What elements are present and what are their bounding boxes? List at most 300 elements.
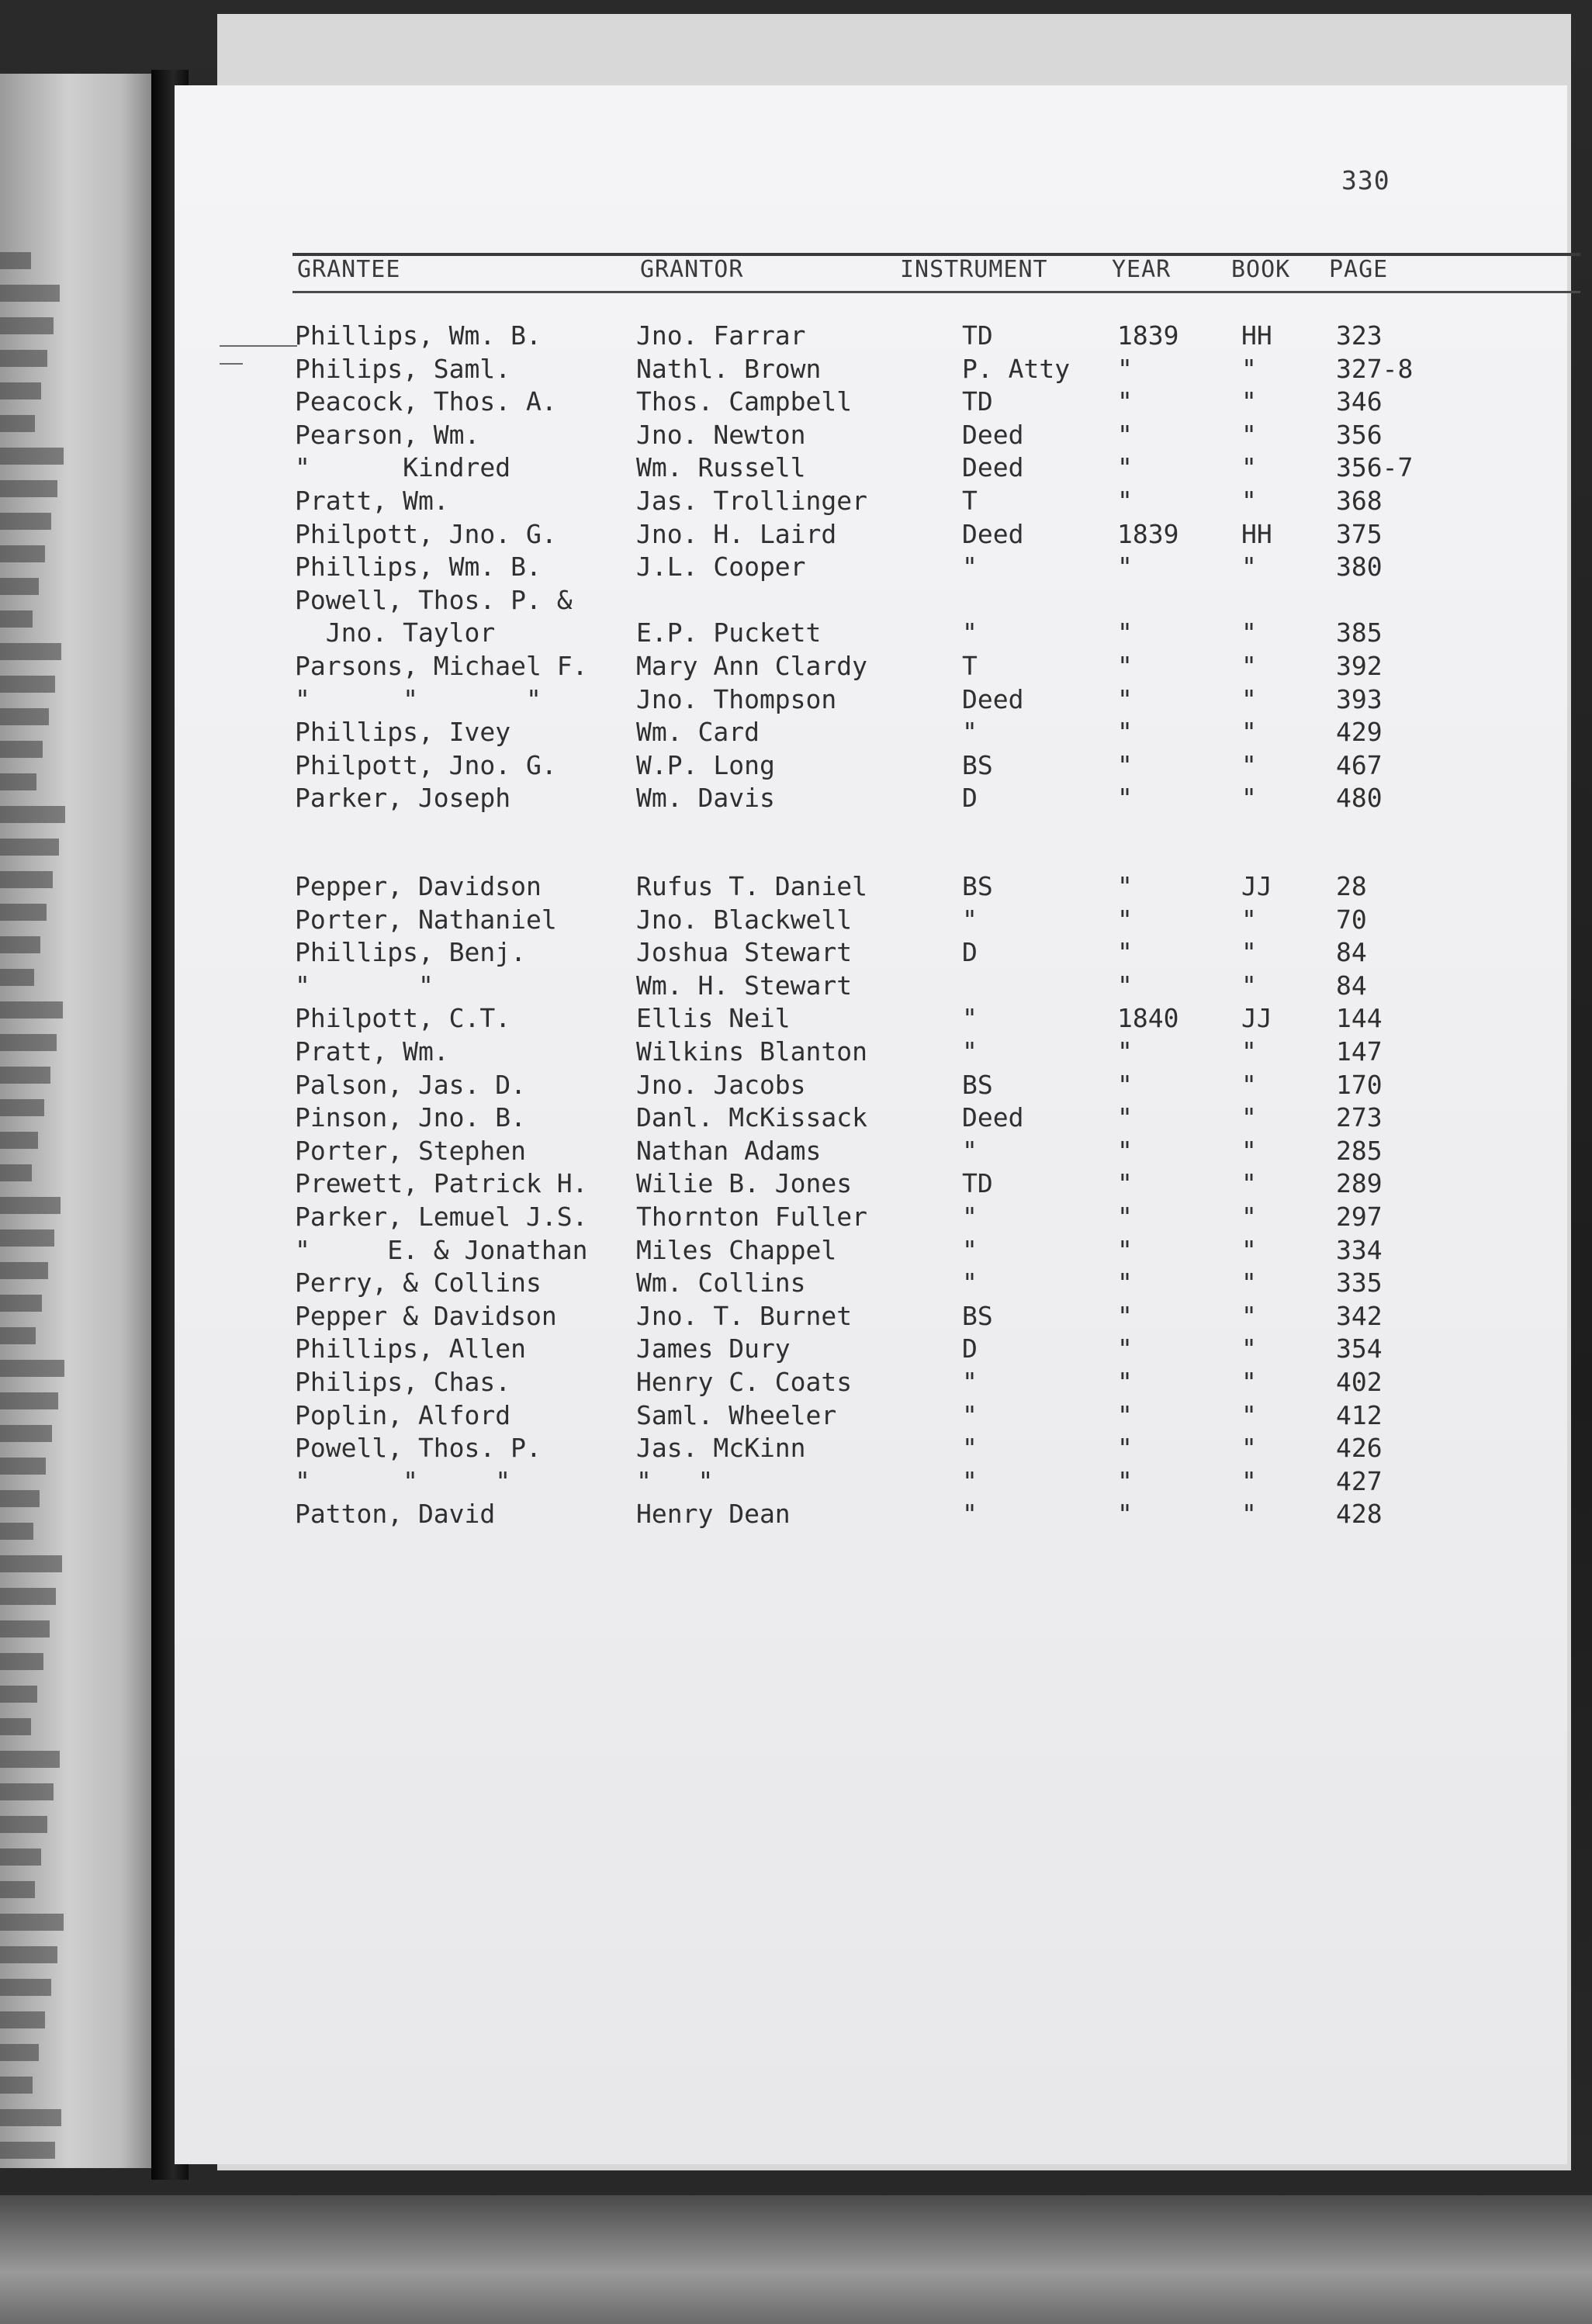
cell-book: " bbox=[1241, 1267, 1257, 1299]
table-row bbox=[175, 1101, 1567, 1134]
cell-grantor: Joshua Stewart bbox=[636, 937, 853, 968]
cell-grantee: Phillips, Benj. bbox=[295, 937, 527, 968]
facing-page-text-fragment bbox=[0, 643, 61, 660]
cell-page: 368 bbox=[1336, 486, 1383, 516]
cell-year: " bbox=[1117, 1333, 1133, 1364]
cell-grantee: Pepper, Davidson bbox=[295, 871, 542, 901]
cell-instrument: BS bbox=[962, 871, 993, 901]
table-row bbox=[175, 1432, 1567, 1465]
cell-instrument: BS bbox=[962, 1300, 993, 1331]
cell-instrument: Deed bbox=[962, 419, 1024, 450]
cell-grantee: " " " bbox=[295, 1465, 511, 1496]
header-book: BOOK bbox=[1231, 256, 1291, 283]
cell-book: JJ bbox=[1241, 871, 1272, 901]
cell-instrument: " bbox=[962, 1267, 978, 1299]
cell-grantor: Miles Chappel bbox=[636, 1234, 837, 1265]
facing-page-text-fragment bbox=[0, 610, 33, 628]
cell-page: 356 bbox=[1336, 419, 1383, 450]
cell-instrument: Deed bbox=[962, 518, 1024, 549]
facing-page-text-fragment bbox=[0, 1523, 33, 1540]
table-row bbox=[175, 1300, 1567, 1333]
cell-year: " bbox=[1117, 1234, 1133, 1265]
cell-grantee: Pratt, Wm. bbox=[295, 1036, 449, 1067]
cell-instrument: " bbox=[962, 1367, 978, 1397]
table-row bbox=[175, 551, 1567, 583]
table-row bbox=[175, 617, 1567, 649]
facing-page-text-fragment bbox=[0, 448, 64, 465]
cell-grantor: Mary Ann Clardy bbox=[636, 651, 868, 681]
table-row bbox=[175, 451, 1567, 484]
facing-page-text-fragment bbox=[0, 1490, 40, 1507]
cell-year: " bbox=[1117, 1168, 1133, 1199]
cell-book: " bbox=[1241, 1234, 1257, 1265]
cell-page: 429 bbox=[1336, 717, 1383, 748]
facing-page-text-fragment bbox=[0, 1848, 41, 1866]
cell-book: " bbox=[1241, 1399, 1257, 1430]
cell-instrument: TD bbox=[962, 1168, 993, 1199]
cell-page: 297 bbox=[1336, 1202, 1383, 1232]
cell-book: HH bbox=[1241, 518, 1272, 549]
facing-page-text-fragment bbox=[0, 1001, 63, 1018]
table-row bbox=[175, 904, 1567, 936]
cell-year: " bbox=[1117, 1069, 1133, 1100]
cell-instrument: " bbox=[962, 717, 978, 748]
cell-page: 273 bbox=[1336, 1102, 1383, 1133]
cell-grantor: Danl. McKissack bbox=[636, 1102, 868, 1133]
cell-page: 480 bbox=[1336, 783, 1383, 814]
cell-grantee: Powell, Thos. P. bbox=[295, 1433, 542, 1464]
cell-page: 426 bbox=[1336, 1433, 1383, 1464]
cell-book: " bbox=[1241, 749, 1257, 780]
cell-book: " bbox=[1241, 717, 1257, 748]
cell-grantor: Wilkins Blanton bbox=[636, 1036, 868, 1067]
cell-book: " bbox=[1241, 1069, 1257, 1100]
facing-page-text-fragment bbox=[0, 285, 60, 302]
facing-page-text-fragment bbox=[0, 2077, 33, 2094]
table-row bbox=[175, 936, 1567, 969]
facing-page-text-fragment bbox=[0, 1718, 31, 1735]
facing-page-text-fragment bbox=[0, 1197, 61, 1214]
cell-instrument: Deed bbox=[962, 452, 1024, 483]
table-row bbox=[175, 716, 1567, 749]
facing-page-text-fragment bbox=[0, 545, 45, 562]
table-row bbox=[175, 1498, 1567, 1530]
cell-year: " bbox=[1117, 937, 1133, 968]
table-row bbox=[175, 749, 1567, 782]
facing-page-text-fragment bbox=[0, 513, 51, 530]
cell-book: " bbox=[1241, 1433, 1257, 1464]
cell-grantee: Phillips, Allen bbox=[295, 1333, 527, 1364]
facing-page-text-fragment bbox=[0, 382, 41, 399]
table-row bbox=[175, 1333, 1567, 1365]
cell-instrument: " bbox=[962, 1465, 978, 1496]
cell-year: " bbox=[1117, 1433, 1133, 1464]
facing-page-text-fragment bbox=[0, 1295, 42, 1312]
cell-page: 84 bbox=[1336, 970, 1367, 1001]
cell-page: 147 bbox=[1336, 1036, 1383, 1067]
cell-book: " bbox=[1241, 783, 1257, 814]
table-row bbox=[175, 1465, 1567, 1498]
header-grantee: GRANTEE bbox=[297, 256, 401, 283]
cell-book: " bbox=[1241, 1202, 1257, 1232]
facing-page-text-fragment bbox=[0, 773, 36, 790]
cell-book: " bbox=[1241, 1135, 1257, 1166]
cell-grantee: Phillips, Ivey bbox=[295, 717, 511, 748]
cell-page: 342 bbox=[1336, 1300, 1383, 1331]
cell-grantor: Henry Dean bbox=[636, 1499, 791, 1530]
cell-instrument: " bbox=[962, 1499, 978, 1530]
cell-grantee: Philips, Saml. bbox=[295, 353, 511, 384]
cell-grantee: Parsons, Michael F. bbox=[295, 651, 588, 681]
cell-grantor: Wm. Russell bbox=[636, 452, 806, 483]
cell-instrument: Deed bbox=[962, 683, 1024, 714]
cell-page: 402 bbox=[1336, 1367, 1383, 1397]
cell-grantee: Powell, Thos. P. & bbox=[295, 584, 573, 615]
cell-book: " bbox=[1241, 617, 1257, 648]
cell-year: " bbox=[1117, 871, 1133, 901]
header-page: PAGE bbox=[1329, 256, 1389, 283]
facing-page-text-fragment bbox=[0, 350, 47, 367]
facing-page-text-fragment bbox=[0, 741, 43, 758]
cell-grantor: Ellis Neil bbox=[636, 1003, 791, 1034]
cell-book: " bbox=[1241, 1367, 1257, 1397]
facing-page-text-fragment bbox=[0, 676, 55, 693]
cell-instrument: D bbox=[962, 937, 978, 968]
cell-page: 392 bbox=[1336, 651, 1383, 681]
cell-grantor: Thos. Campbell bbox=[636, 386, 853, 417]
cell-book: " bbox=[1241, 937, 1257, 968]
cell-page: 334 bbox=[1336, 1234, 1383, 1265]
cell-year: 1839 bbox=[1117, 320, 1179, 351]
table-row bbox=[175, 1069, 1567, 1101]
cell-book: " bbox=[1241, 683, 1257, 714]
header-grantor: GRANTOR bbox=[640, 256, 744, 283]
facing-page-text-fragment bbox=[0, 1751, 60, 1768]
facing-page-text-fragment bbox=[0, 1979, 51, 1996]
cell-book: " bbox=[1241, 486, 1257, 516]
facing-page-text-fragment bbox=[0, 1229, 54, 1247]
header-instrument: INSTRUMENT bbox=[900, 256, 1048, 283]
facing-page-text-fragment bbox=[0, 1588, 56, 1605]
cell-grantee: " " " bbox=[295, 683, 542, 714]
cell-book: " bbox=[1241, 386, 1257, 417]
cell-book: " bbox=[1241, 419, 1257, 450]
table-row bbox=[175, 386, 1567, 418]
facing-page-text-fragment bbox=[0, 1425, 52, 1442]
cell-year: 1840 bbox=[1117, 1003, 1179, 1034]
cell-page: 385 bbox=[1336, 617, 1383, 648]
cell-grantor: J.L. Cooper bbox=[636, 552, 806, 583]
cell-book: " bbox=[1241, 651, 1257, 681]
table-row bbox=[175, 1234, 1567, 1267]
table-row bbox=[175, 650, 1567, 683]
cell-page: 70 bbox=[1336, 904, 1367, 935]
facing-page-text-fragment bbox=[0, 904, 47, 921]
cell-book: JJ bbox=[1241, 1003, 1272, 1034]
header-rule-bottom bbox=[292, 291, 1580, 293]
cell-grantee: Philips, Chas. bbox=[295, 1367, 511, 1397]
cell-year: " bbox=[1117, 552, 1133, 583]
index-page bbox=[175, 85, 1567, 2164]
cell-grantee: " E. & Jonathan bbox=[295, 1234, 588, 1265]
cell-grantee: Phillips, Wm. B. bbox=[295, 552, 542, 583]
cell-instrument: D bbox=[962, 1333, 978, 1364]
header-year: YEAR bbox=[1112, 256, 1172, 283]
cell-page: 28 bbox=[1336, 871, 1367, 901]
cell-grantee: Porter, Stephen bbox=[295, 1135, 527, 1166]
cell-instrument: " bbox=[962, 617, 978, 648]
facing-page-text-fragment bbox=[0, 2142, 55, 2159]
cell-page: 285 bbox=[1336, 1135, 1383, 1166]
cell-instrument: P. Atty bbox=[962, 353, 1071, 384]
cell-grantee: Jno. Taylor bbox=[295, 617, 496, 648]
cell-page: 467 bbox=[1336, 749, 1383, 780]
cell-grantee: Poplin, Alford bbox=[295, 1399, 511, 1430]
cell-grantor: Henry C. Coats bbox=[636, 1367, 853, 1397]
facing-page-text-fragment bbox=[0, 969, 34, 986]
table-row bbox=[175, 870, 1567, 903]
cell-instrument: " bbox=[962, 1202, 978, 1232]
cell-grantee: Philpott, Jno. G. bbox=[295, 518, 557, 549]
cell-grantor: Jno. Thompson bbox=[636, 683, 837, 714]
facing-page-text-fragment bbox=[0, 1327, 36, 1344]
table-row bbox=[175, 1135, 1567, 1167]
facing-page-text-fragment bbox=[0, 1881, 35, 1898]
cell-grantor: Saml. Wheeler bbox=[636, 1399, 837, 1430]
table-row bbox=[175, 1002, 1567, 1035]
cell-page: 428 bbox=[1336, 1499, 1383, 1530]
facing-page-text-fragment bbox=[0, 1816, 47, 1833]
table-row bbox=[175, 419, 1567, 451]
cell-grantor: Jno. Newton bbox=[636, 419, 806, 450]
cell-page: 356-7 bbox=[1336, 452, 1414, 483]
cell-instrument: BS bbox=[962, 749, 993, 780]
cell-page: 327-8 bbox=[1336, 353, 1414, 384]
facing-page-text-fragment bbox=[0, 1099, 44, 1116]
cell-grantor: Wm. Davis bbox=[636, 783, 775, 814]
facing-page-text-fragment bbox=[0, 480, 57, 497]
cell-year: " bbox=[1117, 783, 1133, 814]
cell-grantor: Wilie B. Jones bbox=[636, 1168, 853, 1199]
cell-book: " bbox=[1241, 1300, 1257, 1331]
cell-grantee: " " bbox=[295, 970, 434, 1001]
cell-page: 170 bbox=[1336, 1069, 1383, 1100]
facing-page-text-fragment bbox=[0, 806, 65, 823]
cell-grantee: Pratt, Wm. bbox=[295, 486, 449, 516]
cell-year: " bbox=[1117, 683, 1133, 714]
cell-instrument: TD bbox=[962, 320, 993, 351]
facing-page-text-fragment bbox=[0, 1132, 38, 1149]
cell-year: " bbox=[1117, 1399, 1133, 1430]
facing-page-text-fragment bbox=[0, 1164, 32, 1181]
cell-page: 427 bbox=[1336, 1465, 1383, 1496]
cell-page: 412 bbox=[1336, 1399, 1383, 1430]
cell-year: " bbox=[1117, 651, 1133, 681]
cell-book: HH bbox=[1241, 320, 1272, 351]
cell-page: 346 bbox=[1336, 386, 1383, 417]
cell-year: " bbox=[1117, 904, 1133, 935]
cell-grantor: Jno. Farrar bbox=[636, 320, 806, 351]
facing-page-text-fragment bbox=[0, 1067, 50, 1084]
cell-page: 289 bbox=[1336, 1168, 1383, 1199]
facing-page-text-fragment bbox=[0, 1686, 37, 1703]
cell-book: " bbox=[1241, 1499, 1257, 1530]
facing-page-text-fragment bbox=[0, 839, 59, 856]
cell-grantor: " " bbox=[636, 1465, 714, 1496]
facing-page-text-fragment bbox=[0, 2044, 39, 2061]
table-row bbox=[175, 485, 1567, 517]
cell-instrument: " bbox=[962, 1135, 978, 1166]
cell-grantee: Parker, Lemuel J.S. bbox=[295, 1202, 588, 1232]
cell-page: 335 bbox=[1336, 1267, 1383, 1299]
cell-year: " bbox=[1117, 1135, 1133, 1166]
cell-year: " bbox=[1117, 386, 1133, 417]
cell-year: " bbox=[1117, 1465, 1133, 1496]
cell-year: " bbox=[1117, 1202, 1133, 1232]
facing-page-text-fragment bbox=[0, 1360, 64, 1377]
facing-page-text-fragment bbox=[0, 252, 31, 269]
cell-grantee: Patton, David bbox=[295, 1499, 496, 1530]
cell-instrument: D bbox=[962, 783, 978, 814]
cell-grantee: Pearson, Wm. bbox=[295, 419, 480, 450]
facing-page-text-fragment bbox=[0, 1914, 64, 1931]
cell-instrument: TD bbox=[962, 386, 993, 417]
cell-instrument: T bbox=[962, 651, 978, 681]
scanner-bed bbox=[0, 2195, 1592, 2324]
facing-page-text-fragment bbox=[0, 317, 54, 334]
table-row bbox=[175, 970, 1567, 1002]
cell-grantor: James Dury bbox=[636, 1333, 791, 1364]
cell-grantor: E.P. Puckett bbox=[636, 617, 822, 648]
cell-year: 1839 bbox=[1117, 518, 1179, 549]
cell-year: " bbox=[1117, 717, 1133, 748]
cell-instrument: T bbox=[962, 486, 978, 516]
cell-grantor: Nathl. Brown bbox=[636, 353, 822, 384]
table-row bbox=[175, 1036, 1567, 1068]
facing-page-text-fragment bbox=[0, 708, 49, 725]
cell-instrument: " bbox=[962, 1234, 978, 1265]
cell-page: 144 bbox=[1336, 1003, 1383, 1034]
cell-book: " bbox=[1241, 452, 1257, 483]
cell-grantor: Jno. Jacobs bbox=[636, 1069, 806, 1100]
cell-year: " bbox=[1117, 419, 1133, 450]
cell-instrument: BS bbox=[962, 1069, 993, 1100]
cell-grantee: Phillips, Wm. B. bbox=[295, 320, 542, 351]
cell-page: 323 bbox=[1336, 320, 1383, 351]
cell-grantee: Perry, & Collins bbox=[295, 1267, 542, 1299]
facing-page-text-fragment bbox=[0, 2011, 45, 2028]
cell-grantee: Palson, Jas. D. bbox=[295, 1069, 527, 1100]
cell-grantee: Porter, Nathaniel bbox=[295, 904, 557, 935]
facing-page-text-fragment bbox=[0, 1946, 57, 1963]
facing-page-text-fragment bbox=[0, 1653, 43, 1670]
table-row bbox=[175, 1399, 1567, 1432]
cell-grantor: Jas. Trollinger bbox=[636, 486, 868, 516]
cell-instrument: " bbox=[962, 1036, 978, 1067]
facing-page-text-fragment bbox=[0, 1555, 62, 1572]
cell-year: " bbox=[1117, 353, 1133, 384]
cell-book: " bbox=[1241, 970, 1257, 1001]
cell-grantor: Wm. Collins bbox=[636, 1267, 806, 1299]
cell-instrument: " bbox=[962, 1433, 978, 1464]
facing-page-text-fragment bbox=[0, 1034, 57, 1051]
facing-page-text-fragment bbox=[0, 578, 39, 595]
cell-page: 84 bbox=[1336, 937, 1367, 968]
cell-year: " bbox=[1117, 1499, 1133, 1530]
cell-year: " bbox=[1117, 1036, 1133, 1067]
cell-instrument: " bbox=[962, 904, 978, 935]
cell-book: " bbox=[1241, 904, 1257, 935]
cell-grantor: Jno. Blackwell bbox=[636, 904, 853, 935]
cell-grantor: Thornton Fuller bbox=[636, 1202, 868, 1232]
cell-book: " bbox=[1241, 1168, 1257, 1199]
cell-page: 354 bbox=[1336, 1333, 1383, 1364]
cell-grantor: Nathan Adams bbox=[636, 1135, 822, 1166]
facing-page-text-fragment bbox=[0, 1783, 54, 1800]
table-row bbox=[175, 1167, 1567, 1200]
facing-page-text-fragment bbox=[0, 1458, 46, 1475]
cell-instrument: " bbox=[962, 1003, 978, 1034]
table-row bbox=[175, 1201, 1567, 1233]
facing-page-text-fragment bbox=[0, 1262, 48, 1279]
table-row bbox=[175, 683, 1567, 716]
cell-grantor: Jno. T. Burnet bbox=[636, 1300, 853, 1331]
facing-page-text-fragment bbox=[0, 936, 40, 953]
cell-year: " bbox=[1117, 1367, 1133, 1397]
table-row bbox=[175, 353, 1567, 386]
cell-book: " bbox=[1241, 1465, 1257, 1496]
facing-page-text-fragment bbox=[0, 415, 35, 432]
cell-instrument: " bbox=[962, 1399, 978, 1430]
cell-year: " bbox=[1117, 1300, 1133, 1331]
cell-instrument: Deed bbox=[962, 1102, 1024, 1133]
cell-page: 380 bbox=[1336, 552, 1383, 583]
cell-page: 375 bbox=[1336, 518, 1383, 549]
cell-book: " bbox=[1241, 552, 1257, 583]
cell-book: " bbox=[1241, 1333, 1257, 1364]
facing-page-text-fragment bbox=[0, 1392, 58, 1409]
cell-year: " bbox=[1117, 970, 1133, 1001]
cell-grantee: Parker, Joseph bbox=[295, 783, 511, 814]
cell-page: 393 bbox=[1336, 683, 1383, 714]
facing-page-edge bbox=[0, 74, 151, 2168]
cell-grantee: Prewett, Patrick H. bbox=[295, 1168, 588, 1199]
cell-grantee: Pinson, Jno. B. bbox=[295, 1102, 527, 1133]
cell-book: " bbox=[1241, 1036, 1257, 1067]
cell-book: " bbox=[1241, 1102, 1257, 1133]
table-row bbox=[175, 1366, 1567, 1399]
table-row bbox=[175, 584, 1567, 617]
cell-grantor: Wm. H. Stewart bbox=[636, 970, 853, 1001]
cell-grantor: Rufus T. Daniel bbox=[636, 871, 868, 901]
facing-page-text-fragment bbox=[0, 2109, 61, 2126]
cell-year: " bbox=[1117, 486, 1133, 516]
cell-grantor: Wm. Card bbox=[636, 717, 760, 748]
cell-grantor: Jas. McKinn bbox=[636, 1433, 806, 1464]
cell-grantor: W.P. Long bbox=[636, 749, 775, 780]
cell-year: " bbox=[1117, 617, 1133, 648]
cell-grantee: Peacock, Thos. A. bbox=[295, 386, 557, 417]
page-number: 330 bbox=[1341, 165, 1390, 195]
cell-year: " bbox=[1117, 1267, 1133, 1299]
cell-grantor: Jno. H. Laird bbox=[636, 518, 837, 549]
cell-book: " bbox=[1241, 353, 1257, 384]
cell-grantee: Philpott, C.T. bbox=[295, 1003, 511, 1034]
cell-grantee: Pepper & Davidson bbox=[295, 1300, 557, 1331]
cell-year: " bbox=[1117, 452, 1133, 483]
table-row bbox=[175, 518, 1567, 551]
cell-year: " bbox=[1117, 1102, 1133, 1133]
